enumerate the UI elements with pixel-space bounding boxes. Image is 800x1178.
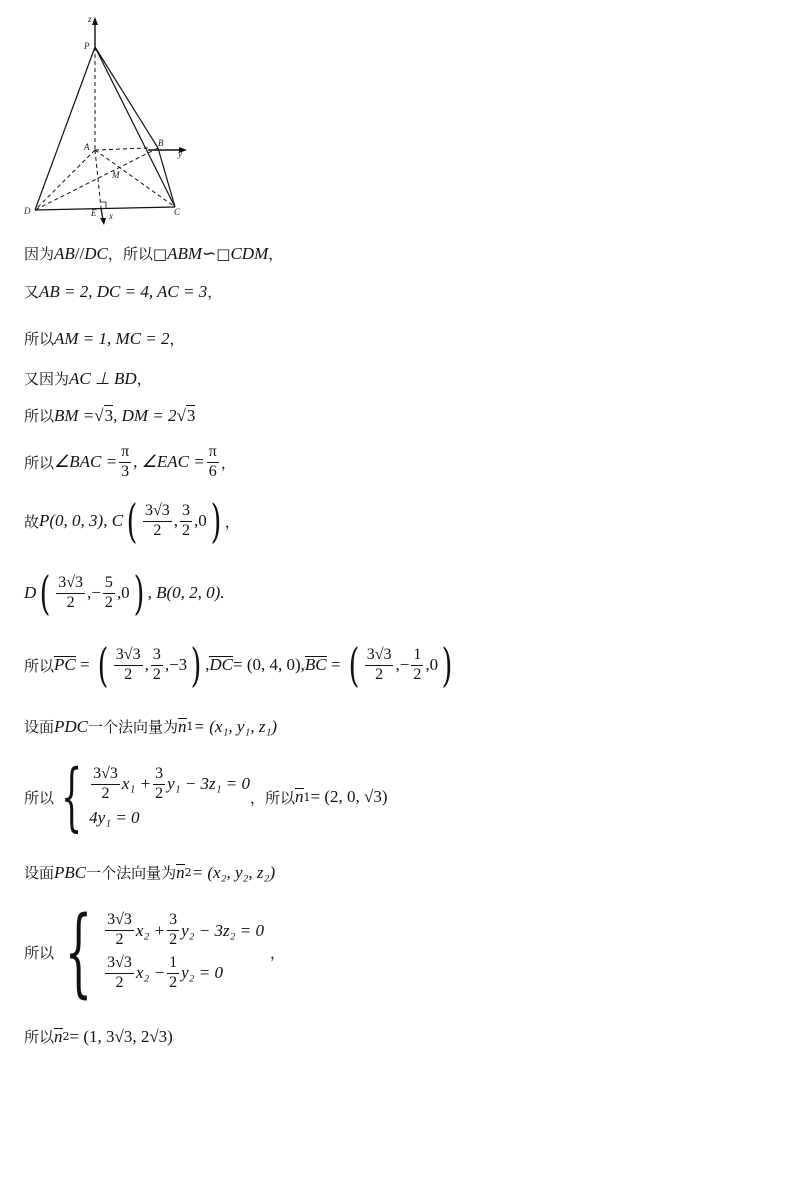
math: −3 [169, 655, 188, 674]
text: ， [136, 370, 152, 388]
fraction [151, 647, 163, 684]
denominator: 2 [153, 521, 162, 539]
line-normal-pdc [24, 716, 277, 737]
comma: , [194, 511, 199, 530]
left-paren: ( [39, 566, 51, 620]
sqrt-symbol: √ [176, 405, 186, 425]
fraction [143, 503, 172, 540]
math: , B(0, 2, 0). [147, 583, 225, 602]
numerator: 5 [103, 575, 115, 594]
numerator: 3√3 [365, 647, 394, 666]
right-paren: ) [441, 638, 453, 692]
text: 又因为 [24, 370, 70, 388]
fraction [167, 955, 179, 992]
math: = (x₁, y₁, z₁) [193, 716, 278, 736]
fraction [105, 912, 134, 949]
text: ， [169, 330, 185, 348]
math: 0 [121, 583, 130, 602]
fraction [114, 647, 143, 684]
text: 一个法向量为 [88, 718, 179, 736]
equation-row [103, 912, 264, 949]
math: = (1, 3√3, 2√3) [69, 1026, 173, 1046]
math: x₂ + [135, 920, 166, 940]
denominator: 2 [182, 521, 191, 539]
text: 所以 [24, 943, 55, 962]
line-system-2 [24, 896, 286, 1008]
denominator: 2 [66, 593, 75, 611]
equation-row [103, 955, 264, 992]
numerator: 3√3 [143, 503, 172, 522]
math: PBC [54, 862, 87, 882]
subscript: 2 [62, 1030, 70, 1043]
comma: , [395, 655, 400, 674]
math: = (2, 0, √3) [310, 787, 388, 806]
fraction [56, 575, 85, 612]
fraction [411, 647, 423, 684]
text: ，所以 [107, 245, 153, 263]
text: 又 [24, 283, 40, 301]
math: AC ⊥ BD [69, 368, 137, 388]
normal-vector: n [54, 1026, 63, 1046]
equation-system [103, 912, 264, 991]
left-paren: ( [97, 638, 109, 692]
equals: = [326, 655, 345, 674]
math: y₁ − 3z₁ = 0 [167, 774, 251, 793]
math: 4y₁ = 0 [89, 808, 140, 828]
comma: , [144, 655, 149, 674]
label-x: x [109, 211, 113, 221]
math: CDM [230, 243, 269, 263]
radicand: 3 [186, 406, 196, 425]
text: ， [268, 245, 284, 263]
math: , DM = 2 [113, 405, 177, 425]
fraction [207, 444, 219, 481]
label-M: M [112, 170, 120, 180]
label-y: y [178, 149, 182, 159]
math: AB [54, 243, 75, 263]
fraction [119, 444, 131, 481]
math: D [24, 583, 37, 602]
numerator: 1 [411, 647, 423, 666]
placeholder-box: □ [216, 244, 231, 263]
subscript: 1 [186, 720, 194, 733]
math: = (0, 4, 0), [233, 655, 305, 674]
label-P: P [84, 41, 90, 51]
math: PDC [54, 716, 89, 736]
math: x₂ − [135, 963, 166, 983]
label-C: C [174, 207, 181, 217]
text: 一个法向量为 [86, 864, 177, 882]
math: AM = 1, MC = 2 [54, 328, 170, 348]
right-paren: ) [133, 566, 144, 620]
label-E: E [91, 208, 97, 218]
denominator: 2 [413, 665, 422, 683]
denominator: 2 [155, 784, 164, 802]
edge-PD [35, 47, 95, 210]
radicand: 3 [104, 406, 114, 425]
normal-vector: n [295, 787, 304, 806]
line-am-mc [24, 328, 185, 349]
edge-AC [95, 150, 175, 207]
label-B: B [158, 138, 164, 148]
math: P(0, 0, 3), C [39, 511, 124, 530]
comma: , [205, 655, 210, 674]
line-similar-triangles [24, 243, 283, 264]
fraction [103, 575, 115, 612]
edge-PC [95, 47, 175, 207]
denominator: 3 [121, 462, 130, 480]
line-perpendicular [24, 368, 152, 389]
denominator: 2 [115, 931, 124, 949]
fraction [105, 955, 134, 992]
line-lengths [24, 281, 222, 302]
numerator: π [119, 444, 131, 463]
label-D: D [24, 206, 31, 216]
math: DC [84, 243, 108, 263]
text: 故 [24, 512, 40, 531]
text: 所以 [24, 656, 55, 675]
comma: , [116, 583, 122, 602]
minus-sign: − [91, 583, 101, 602]
left-brace: { [64, 896, 93, 1008]
line-system-1 [24, 754, 388, 840]
similar-symbol: ∽ [202, 243, 217, 263]
edge-BD [35, 148, 158, 210]
edge-AB [95, 148, 148, 150]
normal-vector: n [178, 716, 187, 736]
math: x₁ + [121, 774, 152, 793]
text: 设面 [24, 718, 55, 736]
right-paren: ) [190, 638, 202, 692]
text: 所以 [24, 788, 55, 807]
line-result [24, 1026, 173, 1047]
left-paren: ( [348, 638, 360, 692]
right-paren: ) [210, 494, 222, 548]
text: 设面 [24, 864, 55, 882]
math: y₂ = 0 [181, 963, 223, 983]
edge-AE [95, 150, 101, 208]
math: ABM [167, 243, 203, 263]
numerator: 3 [151, 647, 163, 666]
line-vectors [24, 638, 456, 692]
numerator: 3√3 [56, 575, 85, 594]
comma: , [87, 583, 92, 602]
denominator: 2 [104, 593, 113, 611]
placeholder-box: □ [152, 244, 168, 263]
line-bm-dm [24, 405, 195, 426]
vector-pc: PC [54, 655, 76, 674]
denominator: 2 [169, 931, 178, 949]
text: 所以 [24, 453, 55, 472]
math: AB = 2, DC = 4, AC = 3 [39, 281, 208, 301]
edge-AD [35, 150, 95, 210]
text: 因为 [24, 245, 55, 263]
denominator: 2 [152, 665, 161, 683]
subscript: 2 [184, 866, 192, 879]
text: 所以 [24, 407, 55, 425]
denominator: 6 [208, 462, 217, 480]
numerator: π [207, 444, 219, 463]
vector-bc: BC [304, 655, 327, 674]
comma: , [425, 655, 430, 674]
denominator: 2 [124, 665, 133, 683]
numerator: 3 [153, 766, 165, 785]
subscript: 1 [303, 790, 311, 804]
label-z: z [88, 14, 92, 24]
line-points-p-c [24, 494, 240, 548]
left-brace: { [60, 754, 83, 840]
numerator: 3√3 [91, 766, 120, 785]
numerator: 3√3 [105, 912, 134, 931]
text: 所以 [24, 1028, 55, 1046]
fraction [153, 766, 165, 803]
fraction [91, 766, 120, 803]
text: ， [220, 453, 236, 472]
numerator: 3 [180, 503, 192, 522]
pyramid-figure [0, 0, 200, 230]
math: 0 [198, 511, 207, 530]
text: ， [270, 943, 286, 962]
numerator: 3√3 [105, 955, 134, 974]
line-angles [24, 444, 236, 481]
denominator: 2 [115, 973, 124, 991]
equation-row [89, 808, 250, 828]
text: 所以 [24, 330, 55, 348]
numerator: 1 [167, 955, 179, 974]
math: ∠BAC = [54, 452, 118, 472]
text: ， [207, 283, 223, 301]
numerator: 3√3 [114, 647, 143, 666]
math: = (x₂, y₂, z₂) [191, 862, 276, 882]
line-points-d-b [24, 566, 225, 620]
text: ， [224, 512, 240, 531]
z-axis-arrow [92, 17, 98, 25]
edge-PB [95, 47, 158, 148]
parallel-symbol: // [74, 243, 85, 263]
denominator: 2 [169, 973, 178, 991]
sqrt-symbol: √ [94, 405, 104, 425]
right-angle-mark [101, 202, 106, 208]
label-A: A [84, 142, 90, 152]
text: ，所以 [250, 788, 296, 807]
math: y₂ − 3z₂ = 0 [181, 920, 264, 940]
equation-system [89, 766, 250, 829]
normal-vector: n [176, 862, 185, 882]
minus-sign: − [399, 655, 410, 674]
vector-dc: DC [209, 655, 233, 674]
math: 0 [429, 655, 439, 674]
math: , ∠EAC = [133, 452, 205, 472]
line-normal-pbc [24, 862, 275, 883]
fraction [365, 647, 394, 684]
fraction [167, 912, 179, 949]
math: BM = [54, 405, 95, 425]
equals: = [75, 655, 94, 674]
comma: , [173, 511, 179, 530]
edge-DC [35, 207, 175, 210]
equation-row [89, 766, 250, 803]
denominator: 2 [375, 665, 384, 683]
x-axis-arrow [100, 218, 106, 225]
comma: , [164, 655, 170, 674]
numerator: 3 [167, 912, 179, 931]
denominator: 2 [101, 784, 110, 802]
fraction [180, 503, 192, 540]
left-paren: ( [126, 494, 138, 548]
